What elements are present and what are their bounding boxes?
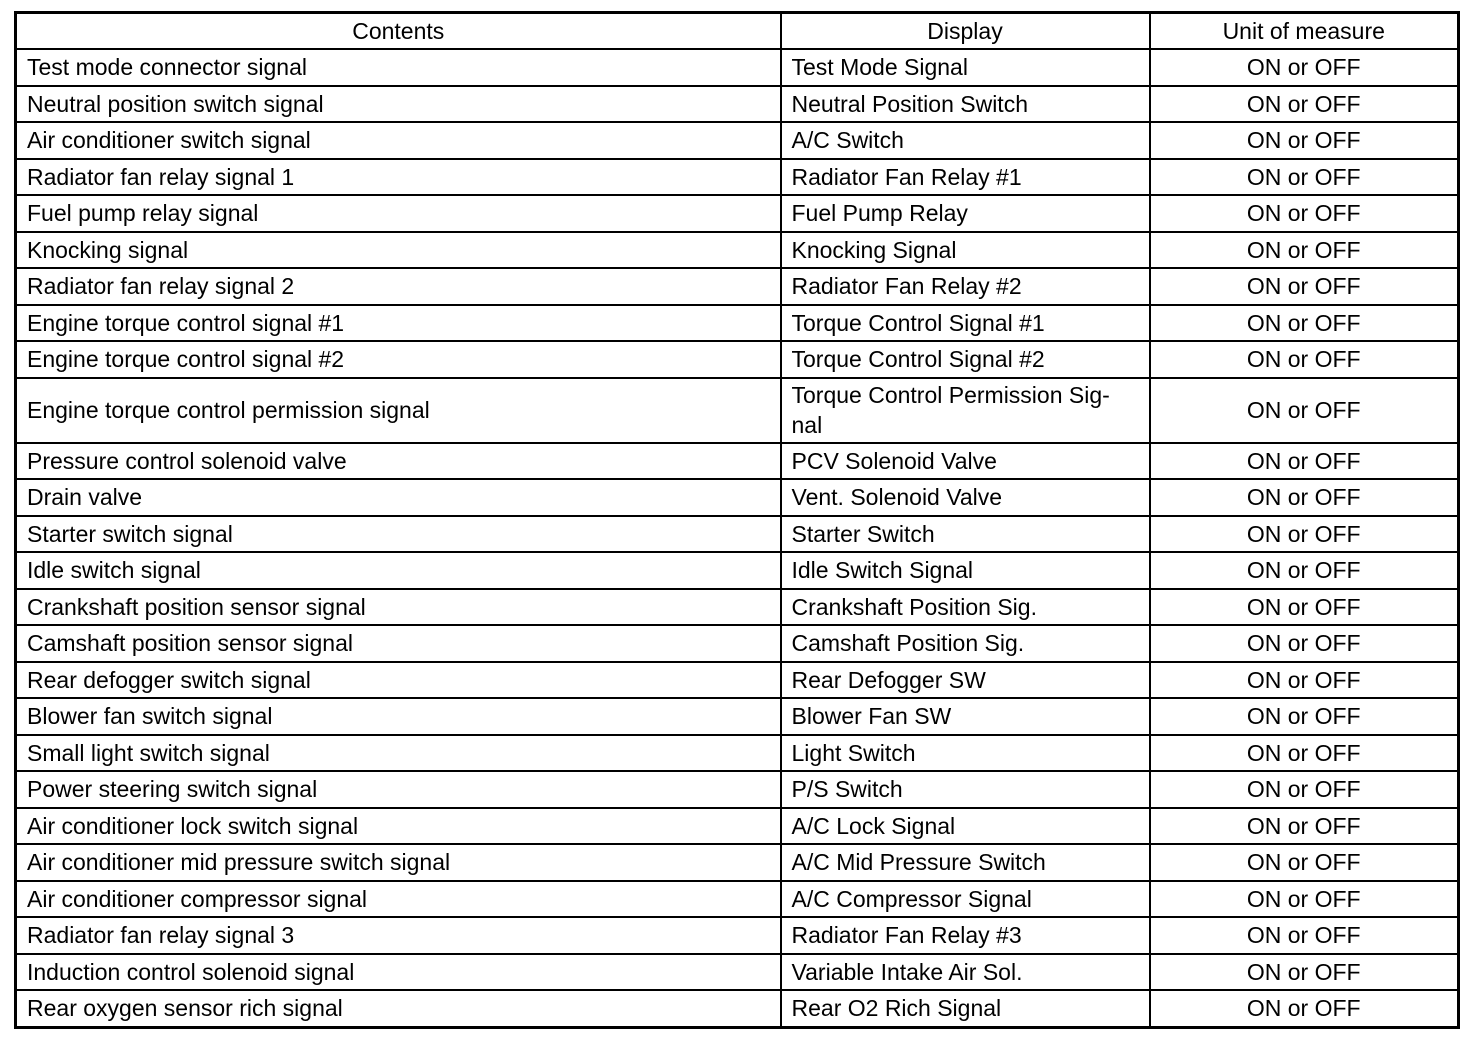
cell-display: Starter Switch — [781, 516, 1150, 553]
table-row — [16, 881, 1459, 918]
cell-unit: ON or OFF — [1150, 844, 1459, 881]
cell-display: PCV Solenoid Valve — [781, 443, 1150, 480]
table-row — [16, 844, 1459, 881]
table-row — [16, 662, 1459, 699]
table-row — [16, 268, 1459, 305]
table-row — [16, 195, 1459, 232]
cell-contents: Engine torque control signal #1 — [16, 305, 781, 342]
table-row — [16, 917, 1459, 954]
cell-unit: ON or OFF — [1150, 232, 1459, 269]
cell-contents: Knocking signal — [16, 232, 781, 269]
table-row — [16, 159, 1459, 196]
cell-display: A/C Switch — [781, 122, 1150, 159]
table-body — [16, 49, 1459, 1027]
cell-contents: Engine torque control permission signal — [16, 378, 781, 443]
table-row — [16, 232, 1459, 269]
cell-display: Rear Defogger SW — [781, 662, 1150, 699]
table-row — [16, 771, 1459, 808]
cell-contents: Radiator fan relay signal 2 — [16, 268, 781, 305]
table-row — [16, 990, 1459, 1027]
cell-display: A/C Compressor Signal — [781, 881, 1150, 918]
table-row — [16, 479, 1459, 516]
cell-contents: Radiator fan relay signal 1 — [16, 159, 781, 196]
cell-unit: ON or OFF — [1150, 552, 1459, 589]
cell-unit: ON or OFF — [1150, 917, 1459, 954]
cell-contents: Radiator fan relay signal 3 — [16, 917, 781, 954]
table-row — [16, 589, 1459, 626]
table-row — [16, 49, 1459, 86]
table-row — [16, 122, 1459, 159]
table-row — [16, 808, 1459, 845]
cell-contents: Camshaft position sensor signal — [16, 625, 781, 662]
cell-contents: Air conditioner mid pressure switch signal — [16, 844, 781, 881]
cell-display: Blower Fan SW — [781, 698, 1150, 735]
cell-display: Knocking Signal — [781, 232, 1150, 269]
cell-display: Rear O2 Rich Signal — [781, 990, 1150, 1027]
cell-contents: Power steering switch signal — [16, 771, 781, 808]
cell-display: Crankshaft Position Sig. — [781, 589, 1150, 626]
table-row — [16, 954, 1459, 991]
header-contents: Contents — [16, 13, 781, 50]
cell-contents: Neutral position switch signal — [16, 86, 781, 123]
cell-display: Torque Control Permission Sig- nal — [781, 378, 1150, 443]
cell-display: Test Mode Signal — [781, 49, 1150, 86]
cell-contents: Small light switch signal — [16, 735, 781, 772]
cell-contents: Rear oxygen sensor rich signal — [16, 990, 781, 1027]
cell-unit: ON or OFF — [1150, 990, 1459, 1027]
cell-display: A/C Lock Signal — [781, 808, 1150, 845]
cell-display: Torque Control Signal #2 — [781, 341, 1150, 378]
cell-unit: ON or OFF — [1150, 808, 1459, 845]
cell-contents: Engine torque control signal #2 — [16, 341, 781, 378]
cell-unit: ON or OFF — [1150, 881, 1459, 918]
cell-display: Neutral Position Switch — [781, 86, 1150, 123]
table-row — [16, 305, 1459, 342]
cell-contents: Pressure control solenoid valve — [16, 443, 781, 480]
cell-unit: ON or OFF — [1150, 122, 1459, 159]
header-unit: Unit of measure — [1150, 13, 1459, 50]
table-row — [16, 341, 1459, 378]
cell-contents: Fuel pump relay signal — [16, 195, 781, 232]
header-row — [16, 13, 1459, 50]
cell-display: Radiator Fan Relay #1 — [781, 159, 1150, 196]
cell-unit: ON or OFF — [1150, 662, 1459, 699]
table-row — [16, 698, 1459, 735]
table-row — [16, 552, 1459, 589]
header-display: Display — [781, 13, 1150, 50]
cell-contents: Rear defogger switch signal — [16, 662, 781, 699]
table-row — [16, 443, 1459, 480]
cell-unit: ON or OFF — [1150, 954, 1459, 991]
cell-unit: ON or OFF — [1150, 443, 1459, 480]
cell-unit: ON or OFF — [1150, 159, 1459, 196]
cell-contents: Induction control solenoid signal — [16, 954, 781, 991]
cell-unit: ON or OFF — [1150, 479, 1459, 516]
cell-unit: ON or OFF — [1150, 625, 1459, 662]
cell-unit: ON or OFF — [1150, 195, 1459, 232]
cell-display: P/S Switch — [781, 771, 1150, 808]
cell-unit: ON or OFF — [1150, 268, 1459, 305]
cell-unit: ON or OFF — [1150, 341, 1459, 378]
table-row — [16, 86, 1459, 123]
table-row — [16, 516, 1459, 553]
cell-unit: ON or OFF — [1150, 698, 1459, 735]
cell-unit: ON or OFF — [1150, 378, 1459, 443]
cell-display: Idle Switch Signal — [781, 552, 1150, 589]
cell-display: Radiator Fan Relay #3 — [781, 917, 1150, 954]
cell-contents: Crankshaft position sensor signal — [16, 589, 781, 626]
table-header — [16, 13, 1459, 50]
cell-display: Fuel Pump Relay — [781, 195, 1150, 232]
cell-unit: ON or OFF — [1150, 305, 1459, 342]
cell-unit: ON or OFF — [1150, 86, 1459, 123]
cell-contents: Blower fan switch signal — [16, 698, 781, 735]
cell-display: Camshaft Position Sig. — [781, 625, 1150, 662]
cell-display: Vent. Solenoid Valve — [781, 479, 1150, 516]
cell-contents: Test mode connector signal — [16, 49, 781, 86]
cell-display: Light Switch — [781, 735, 1150, 772]
cell-display: A/C Mid Pressure Switch — [781, 844, 1150, 881]
cell-display: Torque Control Signal #1 — [781, 305, 1150, 342]
cell-contents: Air conditioner switch signal — [16, 122, 781, 159]
cell-display: Radiator Fan Relay #2 — [781, 268, 1150, 305]
cell-unit: ON or OFF — [1150, 771, 1459, 808]
table-row — [16, 625, 1459, 662]
document-page — [14, 11, 1457, 1029]
cell-unit: ON or OFF — [1150, 735, 1459, 772]
cell-contents: Idle switch signal — [16, 552, 781, 589]
cell-display: Variable Intake Air Sol. — [781, 954, 1150, 991]
cell-unit: ON or OFF — [1150, 49, 1459, 86]
table-row — [16, 735, 1459, 772]
table-row — [16, 378, 1459, 443]
cell-contents: Starter switch signal — [16, 516, 781, 553]
cell-contents: Air conditioner lock switch signal — [16, 808, 781, 845]
cell-unit: ON or OFF — [1150, 516, 1459, 553]
signal-table — [14, 11, 1460, 1029]
cell-unit: ON or OFF — [1150, 589, 1459, 626]
cell-contents: Drain valve — [16, 479, 781, 516]
cell-contents: Air conditioner compressor signal — [16, 881, 781, 918]
